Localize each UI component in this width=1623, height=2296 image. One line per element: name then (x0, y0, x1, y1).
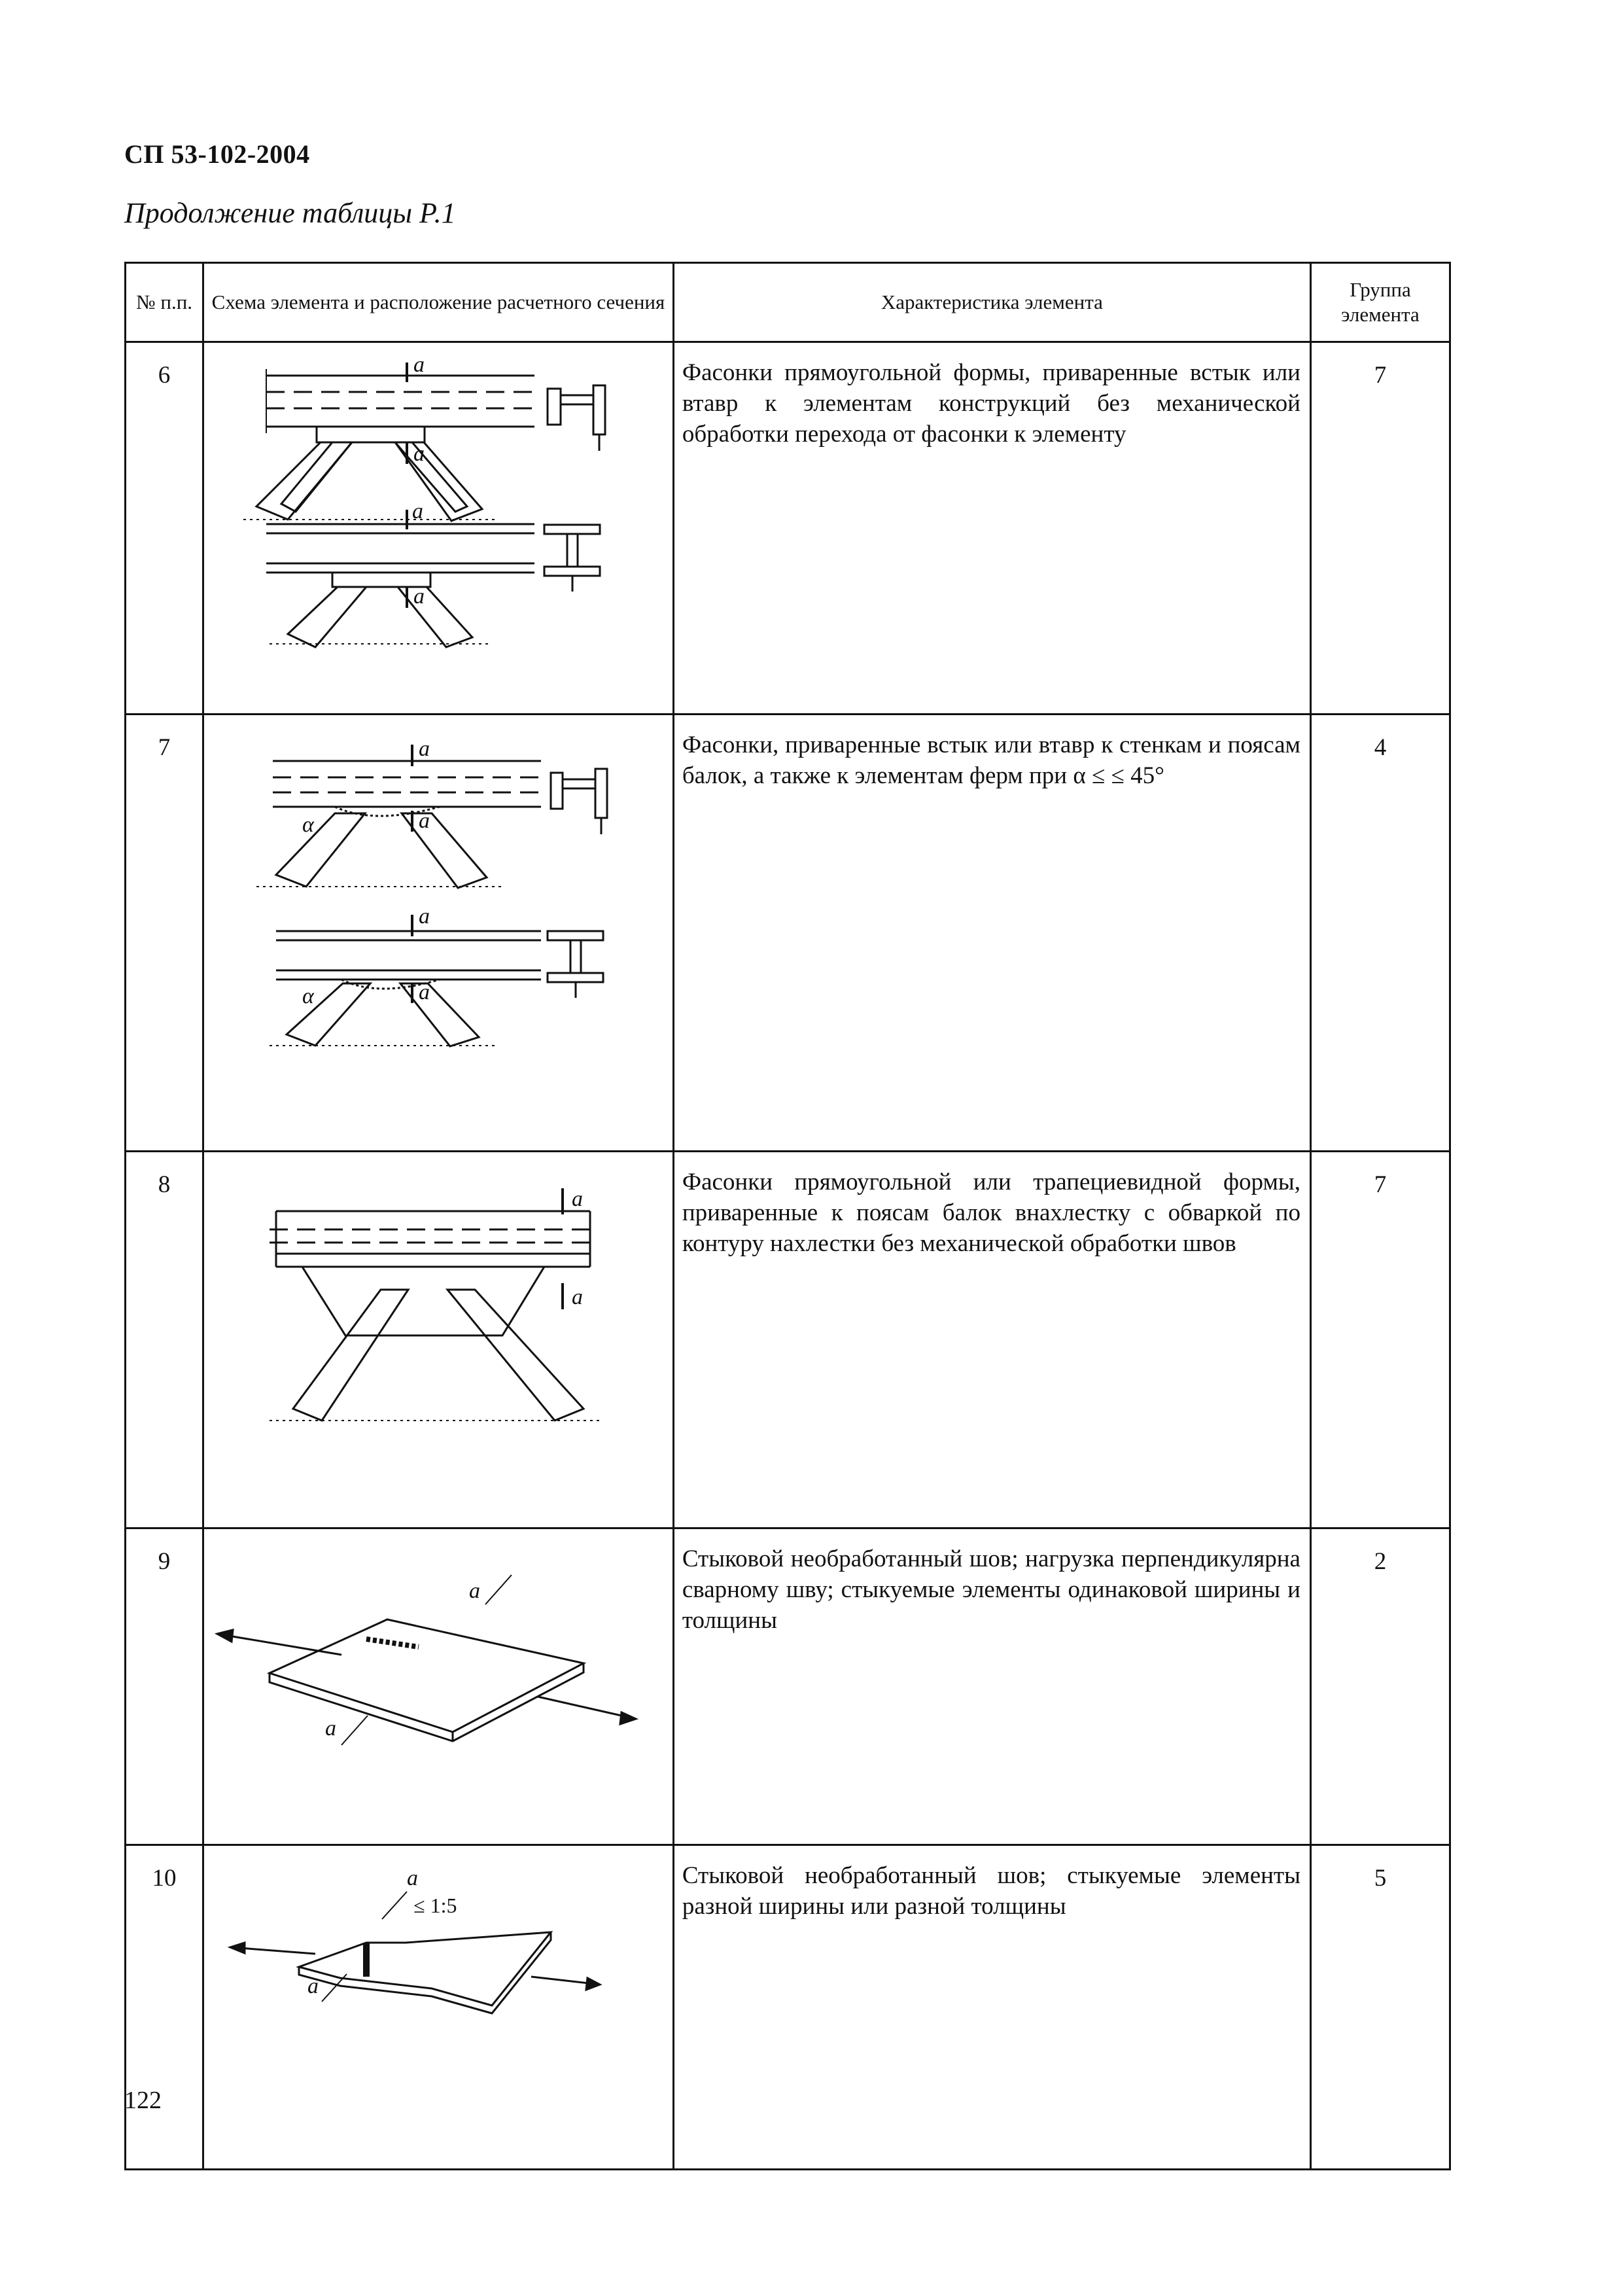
section-label-a: a (407, 1866, 419, 1890)
lap-gusset-diagram (204, 1152, 670, 1507)
element-description: Фасонки прямоугольной или трапециевидной формы, приваренные к поясам балок внахлестку с обваркой по контуру нахлестки без механической обработки швов (673, 1152, 1310, 1528)
section-label-a: a (413, 442, 425, 466)
header-description: Характеристика элемента (673, 263, 1310, 342)
element-description: Фасонки прямоугольной формы, приваренные встык или втавр к элементам конструкций без механической обработки перехода от фасонки к элементу (673, 342, 1310, 715)
section-label-a: a (307, 1974, 319, 1998)
slope-label: ≤ 1:5 (413, 1894, 457, 1917)
table-header-row (126, 263, 1450, 342)
element-group: 4 (1310, 715, 1450, 1152)
butt-weld-unequal-diagram (204, 1846, 670, 2148)
header-group: Группа элемента (1310, 263, 1450, 342)
elements-table (124, 262, 1451, 2170)
section-label-a: a (419, 737, 430, 761)
gusset-alpha-diagram (204, 715, 670, 1130)
section-label-a: a (469, 1579, 481, 1603)
scheme-cell (203, 342, 674, 715)
table-row (126, 1152, 1450, 1528)
table-row (126, 715, 1450, 1152)
element-description: Фасонки, приваренные встык или втавр к стенкам и поясам балок, а также к элементам ферм при α ≤ ≤ 45° (673, 715, 1310, 1152)
section-label-a: a (412, 499, 424, 523)
scheme-cell (203, 1528, 674, 1845)
row-number: 7 (126, 715, 203, 1152)
section-label-a: a (572, 1285, 584, 1309)
element-description: Стыковой необработанный шов; стыкуемые элементы разной ширины или разной толщины (673, 1845, 1310, 2170)
row-number: 6 (126, 342, 203, 715)
header-scheme: Схема элемента и расположение расчетного сечения (203, 263, 674, 342)
table-row (126, 1528, 1450, 1845)
section-label-a: a (325, 1716, 337, 1740)
section-label-a: a (419, 809, 430, 833)
angle-label-alpha: α (302, 984, 314, 1008)
row-number: 10 (126, 1845, 203, 2170)
document-code: СП 53-102-2004 (124, 139, 310, 169)
butt-weld-equal-diagram (204, 1529, 670, 1824)
section-label-a: a (419, 980, 430, 1004)
section-label-a: a (413, 584, 425, 609)
header-num: № п.п. (126, 263, 203, 342)
scheme-cell (203, 715, 674, 1152)
section-label-a: a (413, 353, 425, 377)
element-description: Стыковой необработанный шов; нагрузка перпендикулярна сварному шву; стыкуемые элементы одинаковой ширины и толщины (673, 1528, 1310, 1845)
table-row (126, 1845, 1450, 2170)
row-number: 8 (126, 1152, 203, 1528)
scheme-cell (203, 1845, 674, 2170)
scheme-cell (203, 1152, 674, 1528)
page-number: 122 (124, 2087, 162, 2114)
element-group: 7 (1310, 1152, 1450, 1528)
element-group: 2 (1310, 1528, 1450, 1845)
table-caption: Продолжение таблицы Р.1 (124, 197, 456, 229)
gusset-weld-diagram (204, 343, 670, 693)
section-label-a: a (419, 904, 430, 928)
row-number: 9 (126, 1528, 203, 1845)
element-group: 7 (1310, 342, 1450, 715)
section-label-a: a (572, 1187, 584, 1211)
element-group: 5 (1310, 1845, 1450, 2170)
table-row (126, 342, 1450, 715)
angle-label-alpha: α (302, 813, 314, 837)
